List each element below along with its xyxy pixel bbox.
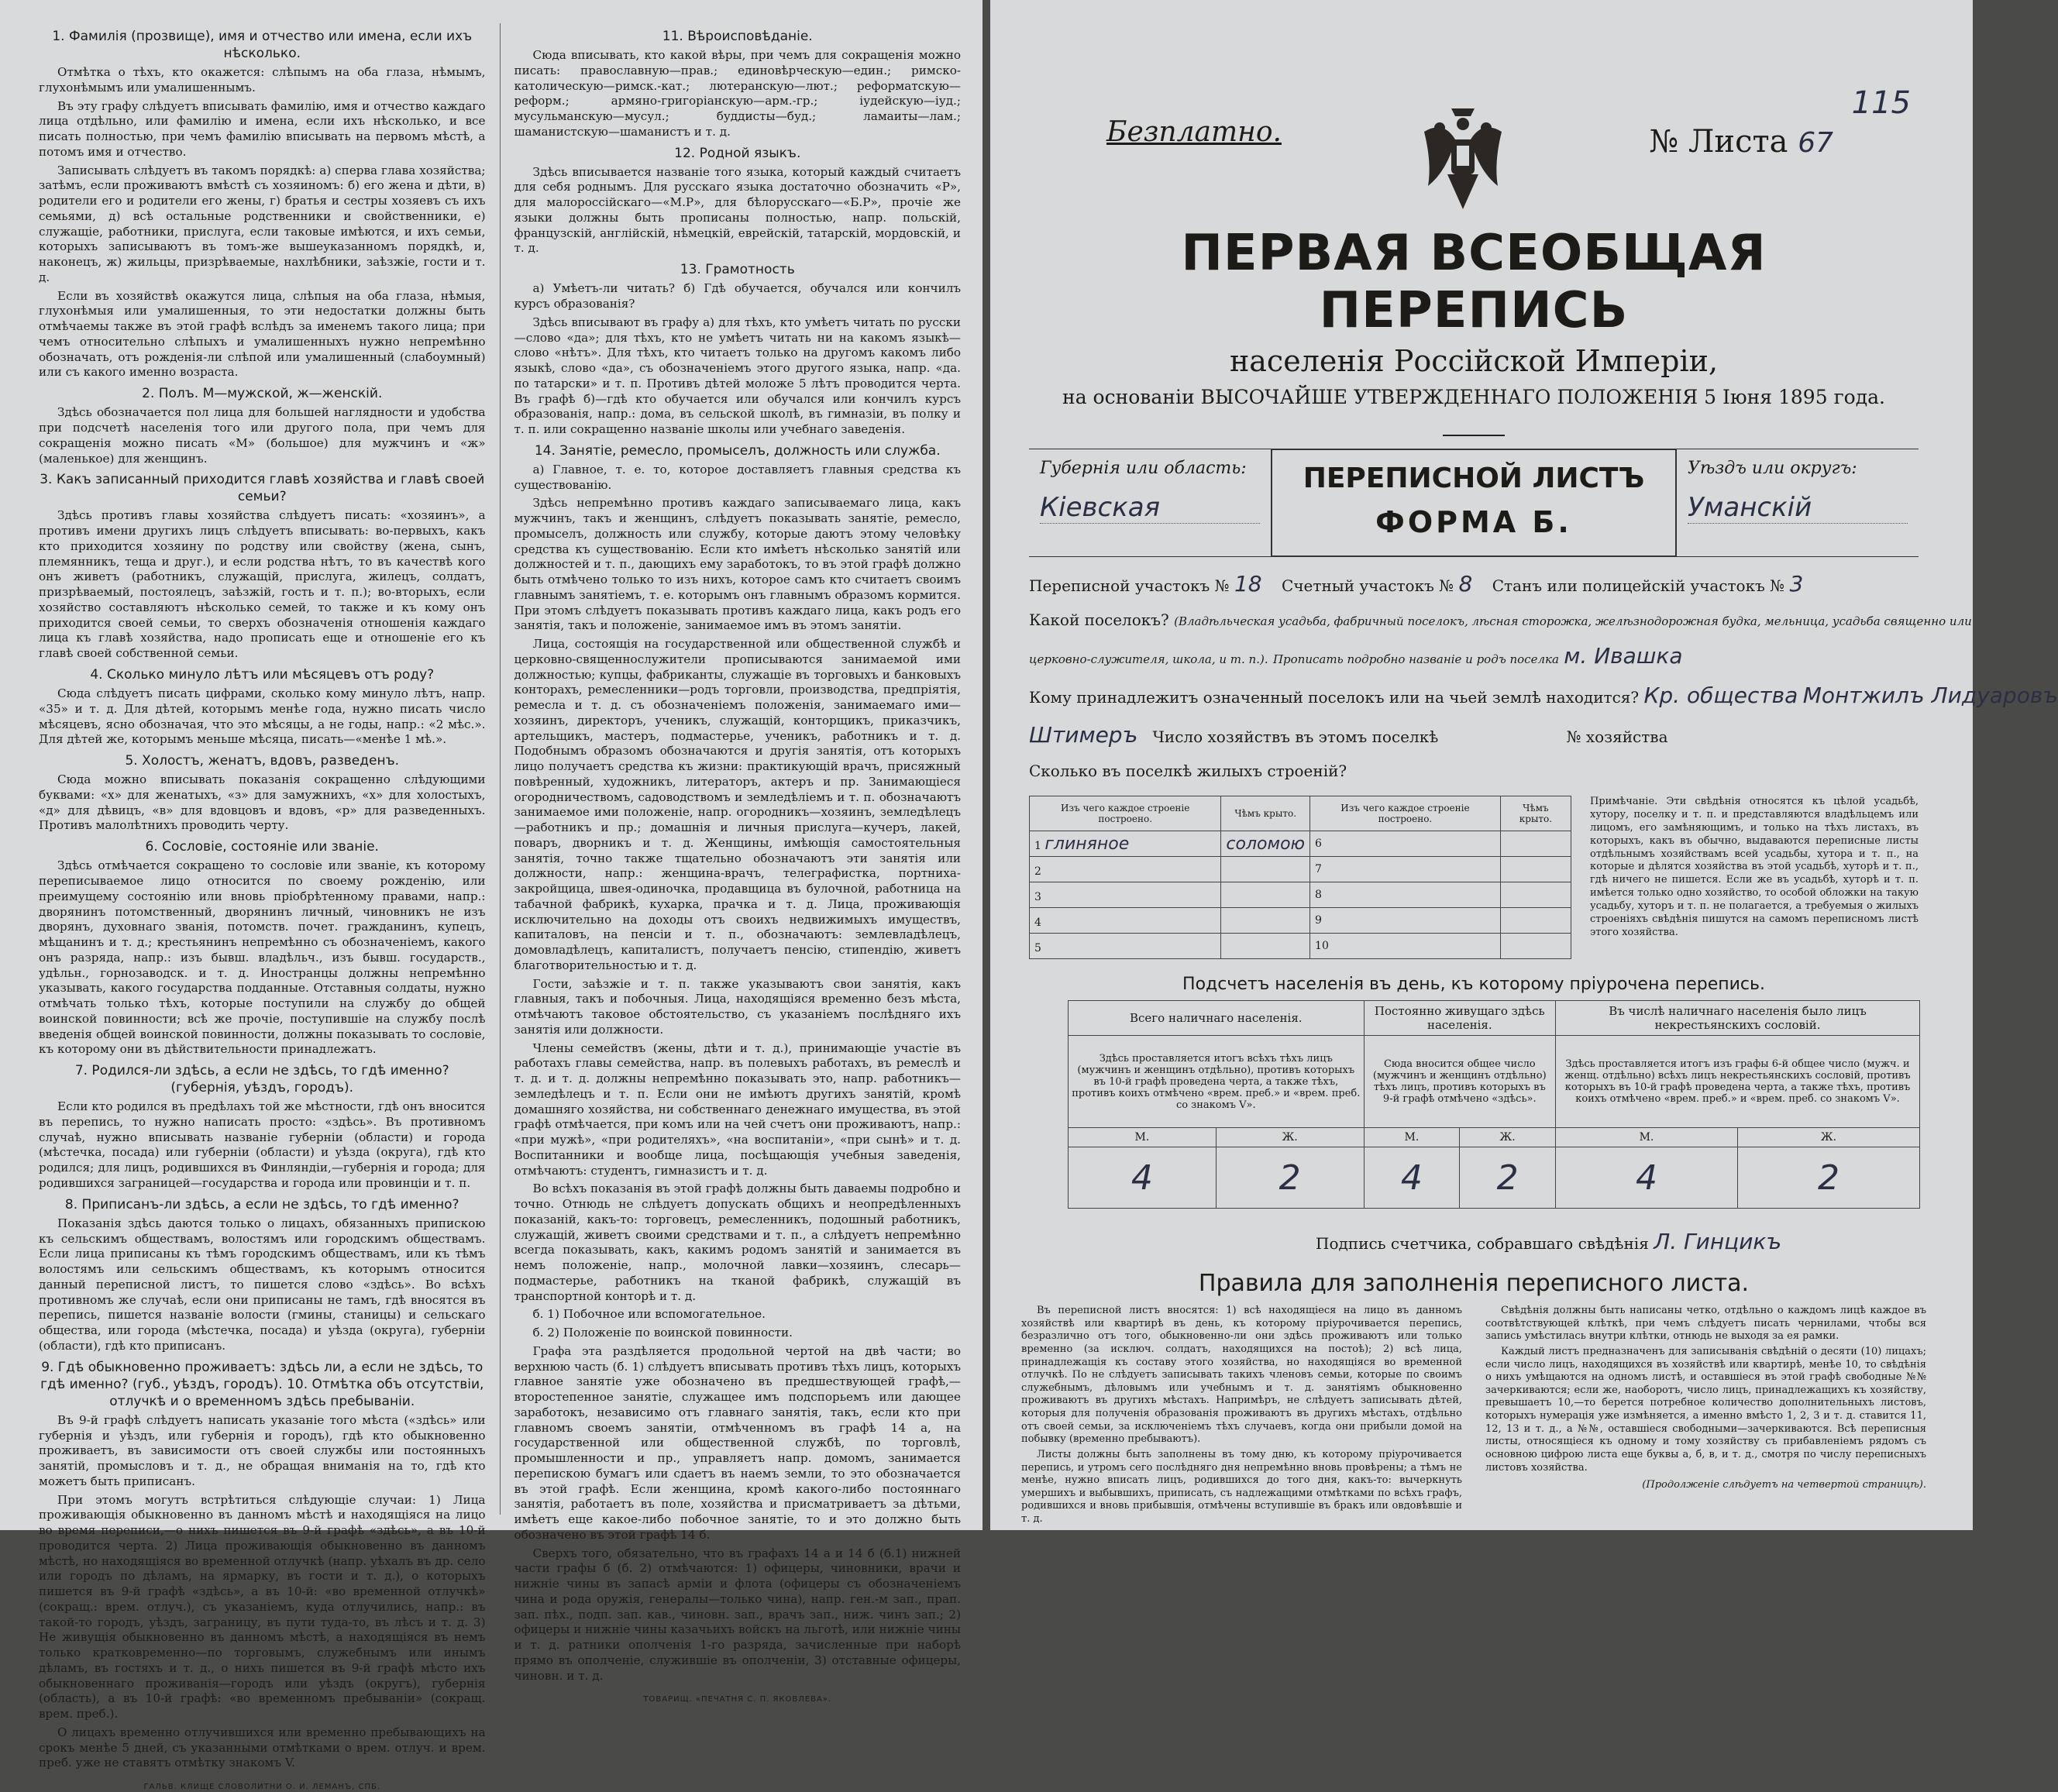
- settlement-hint: (Владѣльческая усадьба, фабричный поселокъ, лѣсная сторожка, желѣзнодорожная будка, мельница, усадьба священно или: [1174, 614, 1972, 628]
- pop-zh-header: Ж.: [1216, 1128, 1364, 1147]
- rules-column-1: [1021, 1305, 1462, 1529]
- households-line: [1029, 722, 1919, 748]
- section-heading: 14. Занятіе, ремесло, промыселъ, должность или служба.: [534, 442, 941, 459]
- instruction-paragraph: При этомъ могутъ встрѣтиться слѣдующіе случаи: 1) Лица проживающія обыкновенно въ данномъ мѣстѣ и находящіяся на лицо во время переписи,—о нихъ пишется въ 9-й графѣ «здѣсь», а въ 10-й проводится черта. 2) Лица проживающія обыкновенно въ данномъ мѣстѣ, но находящіяся во временной отлучкѣ (напр. уѣхалъ въ др. село или городъ по дѣламъ, на ярмарку, въ гости и т. д.), о которыхъ пишется въ 9-й графѣ «здѣсь», а въ 10-й: «во временной отлучкѣ» (сокращ.: врем. отлуч.), съ указаніемъ, куда отлучились, напр.: въ такой-то городъ, уѣздъ, заграницу, въ пути туда-то, въ лѣсъ и т. д. 3) Не живущія обыкновенно въ данномъ мѣстѣ, а находящіяся въ немъ только кратковременно—по торговымъ, служебнымъ или инымъ дѣламъ, въ гостяхъ и т. д., о нихъ пишется въ 9-й графѣ мѣсто ихъ обыкновеннаго проживанія—городъ или уѣздъ (округъ), губернія (область), а въ 10-й графѣ: «во временномъ пребываніи» (сокращ. врем. преб.).: [39, 1492, 486, 1721]
- instructions-column-1: [39, 23, 486, 1792]
- district-line: [1029, 571, 1919, 597]
- census-title: ПЕРВАЯ ВСЕОБЩАЯ ПЕРЕПИСЬ: [1181, 225, 1767, 339]
- rules-continued-note: (Продолженіе слѣдуетъ на четвертой страницѣ).: [1642, 1479, 1926, 1491]
- building-number: 4: [1034, 916, 1041, 929]
- form-type-box: [1271, 449, 1677, 557]
- instruction-paragraph: а) Главное, т. е. то, которое доставляетъ главныя средства къ существованію.: [514, 462, 961, 492]
- settlement-label: Какой поселокъ?: [1029, 611, 1169, 629]
- section-heading: 5. Холостъ, женатъ, вдовъ, разведенъ.: [125, 753, 399, 769]
- building-number: 10: [1310, 934, 1501, 959]
- owner-value-3: Штимеръ: [1029, 722, 1138, 748]
- instruction-paragraph: Здѣсь отмѣчается сокращено то сословіе или званіе, къ которому переписываемое лицо относится по своему рожденію, или преимущему состоянію или вновь пріобрѣтенному правами, напр.: дворянинъ потомственный, дворянинъ личный, чиновникъ не изъ дворянъ, духовнаго званія, потомств. почет. гражданинъ, купецъ, мѣщанинъ и т. д.; крестьянинъ непремѣнно съ обозначеніемъ, какого онъ разряда, напр.: изъ бывш. владѣльч., изъ бывш. государств., удѣльн., горнозаводск. и т. д. Иностранцы должны непремѣнно указывать, какого государства подданные. Отставныя солдаты, нужно отмѣчать только тѣхъ, которые поступили на службу до общей воинской повинности; всѣ же прочіе, поступившіе на службу послѣ введенія общей воинской повинности, должны показывать то сословіе, къ которому они въ дѣйствительности принадлежатъ.: [39, 858, 486, 1057]
- building-number: 7: [1310, 857, 1501, 882]
- settlement-name-value: м. Ивашка: [1564, 643, 1683, 669]
- buildings-label: Сколько въ поселкѣ жилыхъ строеній?: [1029, 762, 1347, 780]
- instruction-paragraph: Сюда можно вписывать показанія сокращенно слѣдующими буквами: «х» для женатыхъ, «з» для замужнихъ, «х» для холостыхъ, «д» для дѣвицъ, «в» для вдовцовъ и вдовъ, «р» для разведенныхъ. Противъ малолѣтнихъ проводить черту.: [39, 772, 486, 833]
- building-material: глиняное: [1044, 834, 1130, 854]
- settlement-line-2: [1029, 643, 1919, 669]
- building-roof: [1221, 908, 1310, 934]
- buildings-table: [1029, 796, 1571, 959]
- building-row: [1030, 882, 1571, 908]
- building-material-cell: [1030, 857, 1221, 882]
- section-heading: 4. Сколько минуло лѣтъ или мѣсяцевъ отъ роду?: [90, 666, 435, 683]
- signature-label: Подпись счетчика, собравшаго свѣдѣнія: [1316, 1234, 1649, 1253]
- building-roof: [1221, 857, 1310, 882]
- instruction-paragraph: Здѣсь обозначается пол лица для большей наглядности и удобства при подсчетѣ населенія того или другого пола, при чемъ для сокращенія можно писать «М» (большое) для мужчинъ и «ж» (маленькое) для женщинъ.: [39, 405, 486, 466]
- section-heading: 12. Родной языкъ.: [674, 145, 801, 161]
- instruction-paragraph: О лицахъ временно отлучившихся или временно пребывающихъ на срокъ менѣе 5 дней, съ указанными отмѣтками о врем. отлуч. и врем. преб. уже не ставятъ отмѣтку знакомъ V.: [39, 1725, 486, 1770]
- census-district-value: 18: [1234, 571, 1262, 597]
- gubernia-label: Губернія или область:: [1040, 459, 1247, 478]
- section-heading: 13. Грамотность: [680, 262, 795, 278]
- instruction-paragraph: Записывать слѣдуетъ въ такомъ порядкѣ: а) сперва глава хозяйства; затѣмъ, если проживаютъ вмѣстѣ съ хозяиномъ: б) его жена и дѣти, в) родители его и родители его жены, г) братья и сестры хозяевъ съ ихъ семьями, д) всѣ остальные родственники и свойственники, е) служащіе, работники, прислуга, если таковые имѣются, и ихъ семьи, которыхъ записываютъ въ томъ-же вышеуказанномъ порядкѣ, и, наконецъ, ж) жильцы, призрѣваемые, нахлѣбники, заѣзжіе, гости и т. д.: [39, 163, 486, 284]
- pop-header-present: Всего наличнаго населенія.: [1069, 1001, 1365, 1036]
- instruction-paragraph: Здѣсь противъ главы хозяйства слѣдуетъ писать: «хозяинъ», а противъ имени другихъ лицъ слѣдуетъ вписывать: во-первыхъ, какъ кто приходится хозяину по родству или свойству (жена, сынъ, племянникъ, теща и друг.), и если родства нѣтъ, то въ качествѣ кого онъ живетъ (работникъ, служащій, прислуга, жилецъ, солдатъ, призрѣваемый, постоялецъ, заѣзжій, гость и т. п.); во-вторыхъ, если хозяйство составляютъ нѣсколько семей, то также и къ кому онъ приходится своей семьи, то сверхъ обозначенія отношенія каждаго лица къ главѣ хозяйства, надо прописать еще и отношеніе его къ главѣ своей собственной семьи.: [39, 508, 486, 661]
- settlement-name-hint: Прописать подробно названіе и родъ поселка: [1272, 652, 1559, 666]
- instruction-paragraph: Отмѣтка о тѣхъ, кто окажется: слѣпымъ на оба глаза, нѣмымъ, глухонѣмымъ или умалишеннымъ.: [39, 65, 486, 95]
- owner-line: [1029, 683, 2058, 708]
- building-roof-cell: [1500, 857, 1571, 882]
- building-roof-cell: [1500, 831, 1571, 857]
- police-district-value: 3: [1789, 571, 1804, 597]
- pop-header-resident: Постоянно живущаго здѣсь населенія.: [1364, 1001, 1555, 1036]
- instructions-column-2: [514, 23, 962, 1704]
- building-roof-cell: [1500, 908, 1571, 934]
- building-number: 2: [1034, 865, 1041, 878]
- buildings-line: [1029, 762, 1919, 780]
- pop-present-male: 4: [1069, 1147, 1217, 1209]
- building-number: 5: [1034, 941, 1041, 954]
- pop-zh-header: Ж.: [1460, 1128, 1556, 1147]
- rule-paragraph: Листы должны быть заполнены въ тому дню, къ которому пріурочивается перепись, и утромъ сего послѣдняго дня непремѣнно вновь провѣрены; а тѣмъ не менѣе, нужно вписать лицъ, родившихся до того дня, какъ-то: вычеркнуть умершихъ и выбывшихъ, приписать, съ надлежащими отмѣтками по всѣхъ графъ, родившихся и вновь прибывшія, отмѣчены вступившіе въ бракъ или овдовѣвшіе и т. д.: [1021, 1448, 1462, 1525]
- pop-nonpeasant-male: 4: [1556, 1147, 1738, 1209]
- building-roof: [1221, 934, 1310, 959]
- census-subtitle: населенія Россійской Имперіи,: [1229, 344, 1719, 378]
- printer-imprint: ТОВАРИЩ. «ПЕЧАТНЯ С. П. ЯКОВЛЕВА».: [643, 1695, 832, 1704]
- title-divider: [1443, 435, 1505, 436]
- instruction-paragraph: Графа эта раздѣляется продольной чертой на двѣ части; во верхнюю часть (б. 1) слѣдуетъ вписывать противъ тѣхъ лицъ, которыхъ главное занятіе уже обозначено въ предшествующей графѣ,—второстепенное занятіе, служащее имъ подспорьемъ или дающее заработокъ, независимо отъ главнаго занятія, такъ, если кто при главномъ своемъ занятіи, отмѣченномъ въ графѣ 14 а, на государственной или общественной службѣ, по торговлѣ, промышленности и пр., управляетъ напр. домомъ, занимается перепискою бумагъ или сдаетъ въ наемъ земли, то это обозначается въ этой графѣ. Если женщина, кромѣ какого-либо постояннаго занятія, работаетъ въ поле, хозяйства и присматриваетъ за дѣтьми, имѣетъ еще какое-либо побочное занятіе, то и это должно быть обозначено въ этой графѣ 14 б.: [514, 1343, 961, 1542]
- rule-paragraph: Каждый листъ предназначенъ для записыванія свѣдѣній о десяти (10) лицахъ; если число лицъ, находящихся въ хозяйствѣ или квартирѣ, менѣе 10, то свѣдѣнія о нихъ умѣщаются на одномъ листѣ, и оставшіеся въ этой графѣ свободные №№ зачеркиваются; если же, наоборотъ, число лицъ, принадлежащихъ къ хозяйству, превышаетъ 10,—то берется потребное количество дополнительныхъ листовъ, которыхъ нумерація уже измѣняется, а именно вмѣсто 1, 2, 3 и т. д. ставится 11, 12, 13 и т. д., а №№, оставшіеся свободными—зачеркиваются. Всѣ переписныя листы, относящіеся къ одному и тому хозяйству съ прибавленіемъ рядомъ съ основною цифрою листа еще буквы а, б, в, и т. д., смотря по числу переписныхъ листовъ хозяйства.: [1485, 1345, 1926, 1474]
- building-material-cell: [1030, 831, 1221, 857]
- buildings-section: [1029, 796, 1919, 959]
- instruction-paragraph: Здѣсь непремѣнно противъ каждаго записываемаго лица, какъ мужчинъ, такъ и женщинъ, слѣдуетъ показывать занятіе, ремесло, промыселъ, должность или службу, которые даютъ этому человѣку средства къ существованію. Если кто имѣетъ нѣсколько занятій или должностей и т. п., дающихъ ему заработокъ, то въ этой графѣ должно быть отмѣчено только то изъ нихъ, которое самъ кто считаетъ своимъ главнымъ занятіемъ, т. е. которымъ онъ главнымъ образомъ кормится. При этомъ слѣдуетъ показывать противъ каждаго лица, какъ родъ его занятія, такъ и положеніе, занимаемое имъ въ этомъ занятіи.: [514, 496, 961, 633]
- building-number: 6: [1310, 831, 1501, 857]
- instruction-paragraph: Въ 9-й графѣ слѣдуетъ написать указаніе того мѣста («здѣсь» или губернія и уѣздъ, или губернія и городъ), гдѣ кто обыкновенно проживаетъ, въ зависимости отъ своей службы или постоянныхъ занятій, промысловъ и т. д., не обращая вниманія на то, гдѣ кто можетъ быть приписанъ.: [39, 1412, 486, 1488]
- bldg-material-header: Изъ чего каждое строеніе построено.: [1030, 796, 1221, 831]
- enumerator-signature: Л. Гинцикъ: [1654, 1229, 1782, 1254]
- section-heading: 6. Сословіе, состояніе или званіе.: [145, 839, 379, 855]
- owner-value-2: Монтжилъ Лидуаровъ: [1802, 683, 2058, 708]
- counting-district-label: Счетный участокъ №: [1282, 576, 1454, 595]
- section-heading: 11. Вѣроисповѣданіе.: [662, 29, 813, 44]
- header-row: [1021, 54, 1926, 225]
- building-row: [1030, 857, 1571, 882]
- bldg-roof-header-2: Чѣмъ крыто.: [1500, 796, 1571, 831]
- building-number: 8: [1310, 882, 1501, 908]
- building-roof-cell: [1500, 882, 1571, 908]
- owner-value: Кр. общества: [1643, 683, 1798, 708]
- sheet-number-label: № Листа: [1649, 124, 1788, 160]
- instruction-paragraph: Сюда слѣдуетъ писать цифрами, сколько кому минуло лѣтъ, напр. «35» и т. д. Для дѣтей, которымъ менѣе года, нужно писать число мѣсяцевъ, ясно обозначая, что это мѣсяцы, а не годы, напр.: «2 мѣс.». Для дѣтей же, которымъ меньше мѣсяца, писать—«менѣе 1 мѣ.».: [39, 686, 486, 747]
- building-roof-cell: [1500, 934, 1571, 959]
- building-number: 9: [1310, 908, 1501, 934]
- pop-desc-nonpeasant: Здѣсь проставляется итогъ изъ графы 6-й общее число (мужч. и женщ. отдѣльно) всѣхъ лицъ некрестьянскихъ сословій, противъ которыхъ въ 10-й графѣ проведена черта, а также тѣхъ, противъ коихъ отмѣчено «врем. преб.» и «врем. преб. со знакомъ V».: [1556, 1036, 1920, 1128]
- instruction-paragraph: Сюда вписывать, кто какой вѣры, при чемъ для сокращенія можно писать: православную—прав.; единовѣрческую—един.; римско-католическую—римск.-кат.; лютеранскую—лют.; реформатскую—реформ.; армяно-григоріанскую—арм.-гр.; іудейскую—іуд.; мусульманскую—мусул.; буддисты—буд.; ламаиты—лам.; шаманистскую—шаманистъ и т. д.: [514, 48, 961, 139]
- building-material-cell: [1030, 908, 1221, 934]
- building-row: [1030, 831, 1571, 857]
- pop-header-nonpeasant: Въ числѣ наличнаго населенія было лицъ некрестьянскихъ сословій.: [1556, 1001, 1920, 1036]
- section-heading: 9. Гдѣ обыкновенно проживаетъ: здѣсь ли, а если не здѣсь, то гдѣ именно? (губ., уѣздъ, городъ). 10. Отмѣтка объ отсутствіи, отлучкѣ и о временномъ здѣсь пребываніи.: [40, 1359, 484, 1409]
- margin-handwritten-number: 115: [1851, 85, 1911, 121]
- building-roof: соломою: [1221, 831, 1310, 857]
- enumerator-signature-line: [1316, 1229, 1926, 1254]
- instruction-paragraph: Члены семействъ (жены, дѣти и т. д.), принимающіе участіе въ работахъ главы семейства, напр. въ полевыхъ работахъ, въ ремеслѣ и т. д. и т. д. должны непремѣнно показывать это, напр. работникъ—земледѣлецъ и т. п. Если они не имѣютъ другихъ занятій, кромѣ домашняго хозяйства, ни собственнаго денежнаго имущества, въ этой графѣ отмѣчается, при комъ или на чей счетъ они проживаютъ, напр.: «при мужѣ», «при родителяхъ», «на воспитаніи», «при сынѣ» и т. д. Воспитанники и вообще лица, посѣщающія учебныя заведенія, отмѣчаютъ: студентъ, гимназистъ и т. д.: [514, 1040, 961, 1178]
- pop-zh-header: Ж.: [1737, 1128, 1919, 1147]
- household-number-label: № хозяйства: [1566, 727, 1668, 746]
- instruction-paragraph: Лица, состоящія на государственной или общественной службѣ и церковно-священнослужители прописываются занимаемой ими должностью; купцы, фабриканты, служащіе въ торговыхъ и банковыхъ конторахъ, ремесленники—родъ торговли, производства, предпріятія, ремесла и т. д. съ обозначеніемъ положенія, занимаемаго ими—хозяинъ, директоръ, ученикъ, служащій, конторщикъ, приказчикъ, артельщикъ, мастеръ, подмастерье, ученикъ, работникъ и т. д. Подобнымъ образомъ обозначаются и другія занятія, отъ которыхъ лицо получаетъ средства къ жизни: практикующій врачъ, присяжный повѣренный, художникъ, литераторъ, актеръ и пр. Занимающіеся огородничествомъ, садоводствомъ и земледѣліемъ и т. п. обозначаютъ занимаемое ими положеніе, напр. огородникъ—хозяинъ, земледѣлецъ—работникъ и пр.; домашнія и личныя прислуга—кучеръ, лакей, поваръ, дворникъ и т. д. Женщины, имѣющія самостоятельныя занятія, точно также тщательно обозначаютъ эти занятія или должности, напр.: женщина-врачъ, телеграфистка, портниха-закройщица, швея-одиночка, продавщица въ булочной, работница на табачной фабрикѣ, кухарка, прачка и т. д. Лица, проживающія исключительно на доходы отъ своихъ недвижимыхъ имуществъ, капиталовъ, на пенсіи и т. п., обозначаютъ: землевладѣлецъ, домовладѣлецъ, капиталистъ, получаетъ пенсію, стипендію, живетъ благотворительностью и т. д.: [514, 637, 961, 972]
- rules-section: [1021, 1305, 1926, 1529]
- form-header: [1029, 449, 1919, 557]
- section-heading: 3. Какъ записанный приходится главѣ хозяйства и главѣ своей семьи?: [40, 472, 485, 505]
- police-district-label: Станъ или полицейскій участокъ №: [1492, 576, 1785, 595]
- building-material-cell: [1030, 934, 1221, 959]
- instruction-paragraph: Гости, заѣзжіе и т. п. также указываютъ свои занятія, какъ главныя, такъ и побочныя. Лица, находящіяся временно безъ мѣста, отмѣчаютъ таковое обстоятельство, съ указаніемъ послѣдняго ихъ занятія или должности.: [514, 976, 961, 1037]
- rules-column-2: [1485, 1305, 1926, 1529]
- uezd-value: Уманскій: [1688, 492, 1908, 524]
- population-table: [1068, 1000, 1920, 1209]
- form-name: ПЕРЕПИСНОЙ ЛИСТЪ: [1303, 463, 1645, 494]
- population-count-title: Подсчетъ населенія въ день, къ которому пріурочена перепись.: [1182, 975, 1765, 994]
- uezd-label: Уѣздъ или округъ:: [1688, 459, 1857, 478]
- settlement-line: [1029, 611, 1972, 629]
- building-row: [1030, 908, 1571, 934]
- instruction-paragraph: Если кто родился въ предѣлахъ той же мѣстности, гдѣ онъ вносится въ перепись, то нужно написать просто: «здѣсь». Въ противномъ случаѣ, нужно вписывать названіе губерніи (области) и города (мѣстечка, посада) или губерніи (области) и уѣзда (округа), гдѣ кто родился; для лицъ, родившихся въ Финляндіи,—губернія и города; для родившихся заграницей—государства и города или провинціи и т. п.: [39, 1099, 486, 1190]
- bldg-material-header-2: Изъ чего каждое строеніе построено.: [1310, 796, 1501, 831]
- sheet-number-handwritten: 67: [1798, 127, 1833, 159]
- printer-imprint: ГАЛЬВ. КЛИЩЕ СЛОВОЛИТНИ О. И. ЛЕМАНЪ, СПБ.: [143, 1783, 381, 1792]
- section-heading: 8. Приписанъ-ли здѣсь, а если не здѣсь, то гдѣ именно?: [64, 1196, 459, 1212]
- instruction-paragraph: б. 2) Положеніе по воинской повинности.: [532, 1326, 793, 1340]
- building-number: 3: [1034, 890, 1041, 903]
- pop-present-female: 2: [1216, 1147, 1364, 1209]
- gubernia-value: Кіевская: [1040, 492, 1260, 524]
- census-district-label: Переписной участокъ №: [1029, 576, 1230, 595]
- instruction-paragraph: Если въ хозяйствѣ окажутся лица, слѣпыя на оба глаза, нѣмыя, глухонѣмыя или умалишенныя, то эти недостатки должны быть отмѣчаемы также въ этой графѣ вслѣдъ за именемъ такого лица; при чемъ относительно слѣпыхъ и умалишенныхъ нужно непремѣнно обозначать, отъ рожденія-ли слѣпой или умалишенный (слабоумный) или съ какого именно возраста.: [39, 288, 486, 380]
- sheet-number: [1649, 124, 1833, 160]
- instruction-paragraph: Показанія здѣсь даются только о лицахъ, обязанныхъ припискою къ сельскимъ обществамъ, волостямъ или городскимъ обществамъ. Если лица приписаны къ тѣмъ городскимъ обществамъ, или къ тѣмъ волостямъ или сельскимъ обществамъ, къ которымъ относится данный переписной листъ, то пишется слово «здѣсь». Во всѣхъ противномъ же случаѣ, если они приписаны не тамъ, гдѣ вносятся въ перепись, пишется названіе волости (гмины, станицы) и сельскаго общества, или города (мѣстечка, посада) и уѣзда (округа), губерніи (области), гдѣ кто приписанъ.: [39, 1216, 486, 1353]
- pop-resident-female: 2: [1460, 1147, 1556, 1209]
- building-material-cell: [1030, 882, 1221, 908]
- pop-m-header: М.: [1556, 1128, 1738, 1147]
- instruction-paragraph: б. 1) Побочное или вспомогательное.: [532, 1307, 766, 1322]
- instruction-paragraph: Здѣсь вписывают въ графу а) для тѣхъ, кто умѣетъ читать по русски—слово «да»; для тѣхъ, кто не умѣетъ читать ни на какомъ языкѣ—слово «нѣтъ». Для тѣхъ, кто читаетъ только на другомъ какомъ либо языкѣ, слово «да», съ обозначеніемъ этого другого языка, напр. «да. по татарски» и т. п. Противъ дѣтей моложе 5 лѣтъ проводится черта. Въ графѣ б)—гдѣ кто обучается или обучался или кончилъ курсъ образованія, напр.: дома, въ сельской школѣ, въ гимназіи, въ полку и т. п. или сокращенно названіе школы или учебнаго заведенія.: [514, 315, 961, 437]
- right-page: [990, 0, 2058, 1530]
- pop-nonpeasant-female: 2: [1737, 1147, 1919, 1209]
- instruction-paragraph: Во всѣхъ показанія въ этой графѣ должны быть даваемы подробно и точно. Отнюдь не слѣдуетъ допускать общихъ и неопредѣленныхъ показаній, какъ-то: торговецъ, ремесленникъ, подошный работникъ, служащій, живетъ своими средствами и т. п., а слѣдуетъ непремѣнно всегда показывать, какъ, какимъ родомъ занятій и занимается въ немъ положеніе, напр., молочной лавки—хозяинъ, слесарь—подмастерье, работникъ на тканой фабрикѣ, служащій въ транспортной конторѣ и т. д.: [514, 1181, 961, 1303]
- bldg-roof-header: Чѣмъ крыто.: [1221, 796, 1310, 831]
- instruction-paragraph: Въ эту графу слѣдуетъ вписывать фамилію, имя и отчество каждаго лица отдѣльно, или фамилію и имена, если ихъ нѣсколько, и все писать полностью, при чемъ фамилію вписывать на первомъ мѣстѣ, а потомъ имя и отчество.: [39, 98, 486, 159]
- left-page: [0, 0, 983, 1792]
- uezd-field: [1677, 449, 1919, 557]
- form-code: ФОРМА Б.: [1375, 505, 1572, 539]
- instruction-paragraph: а) Умѣетъ-ли читать? б) Гдѣ обучается, обучался или кончилъ курсъ образованія?: [514, 281, 961, 311]
- settlement-hint-2: церковно-служителя, школа, и т. п.).: [1029, 652, 1268, 666]
- instruction-paragraph: Здѣсь вписывается названіе того языка, который каждый считаетъ для себя роднымъ. Для русскаго языка достаточно обозначить «Р», для малороссійскаго—«М.Р», для бѣлорусскаго—«Б.Р», прочіе же языки должны быть прописаны полностью, напр. польскій, французскій, англійскій, нѣмецкій, еврейскій, татарскій, мордовскій, и т. д.: [514, 164, 961, 256]
- rule-paragraph: Въ переписной листъ вносятся: 1) всѣ находящіеся на лицо въ данномъ хозяйствѣ или квартирѣ въ день, къ которому пріурочивается перепись, безразлично отъ того, обыкновенно-ли они здѣсь проживаютъ или только временно (за исключ. солдатъ, находящихся на постоѣ); 2) всѣ лица, принадлежащія къ составу этого хозяйства, но находящіяся во временной отлучкѣ. По не слѣдуетъ записывать такихъ членовъ семьи, которые по своимъ служебнымъ, дѣловымъ или учебнымъ и т. д. занятіямъ обыкновенно проживаютъ въ другихъ мѣстахъ. Напримѣръ, не слѣдуетъ записывать дѣтей, которыя для полученія образованія проживаютъ въ другихъ мѣстахъ, отдѣльно отъ своей семьи, за исключеніемъ тѣхъ случаевъ, когда они прибыли домой на побывку (временно пребываютъ).: [1021, 1305, 1462, 1446]
- building-row: [1030, 934, 1571, 959]
- owner-label: Кому принадлежитъ означенный поселокъ или на чьей землѣ находится?: [1029, 688, 1640, 707]
- section-heading: 2. Полъ. М—мужской, ж—женскій.: [142, 386, 383, 402]
- gubernia-field: [1029, 449, 1271, 557]
- instruction-paragraph: Сверхъ того, обязательно, что въ графахъ 14 а и 14 б (б.1) нижней части графы б (б. 2) отмѣчаются: 1) офицеры, чиновники, врачи и нижніе чины въ запасѣ арміи и флота (офицеры съ обозначеніемъ чина и рода оружія, генералы—только чина), напр. ген.-м зап., прап. зап. пѣх., подп. зап. кав., чиновн. зап., врачъ зап., ниж. чинъ зап.; 2) офицеры и нижніе чины казачьихъ войскъ на льготѣ, или нижніе чины и т. д. ратники ополченія 1-го разряда, зачисленные при наборѣ прямо въ ополченіе, служившіе въ ополченіи, 3) отставные офицеры, чиновн. и т. д.: [514, 1546, 961, 1683]
- household-count-label: Число хозяйствъ въ этомъ поселкѣ: [1152, 727, 1439, 746]
- pop-desc-present: Здѣсь проставляется итогъ всѣхъ тѣхъ лицъ (мужчинъ и женщинъ отдѣльно), противъ которыхъ въ 10-й графѣ проведена черта, а также тѣхъ, противъ коихъ отмѣчено «врем. преб.» и «врем. преб. со знакомъ V».: [1069, 1036, 1365, 1128]
- section-heading: 7. Родился-ли здѣсь, а если не здѣсь, то гдѣ именно? (губернія, уѣздъ, городъ).: [74, 1063, 449, 1096]
- census-decree-line: на основаніи ВЫСОЧАЙШЕ УТВЕРЖДЕННАГО ПОЛОЖЕНІЯ 5 Іюня 1895 года.: [1062, 386, 1885, 408]
- double-headed-eagle-emblem: [1409, 101, 1517, 217]
- free-label: Безплатно.: [1106, 116, 1282, 148]
- counting-district-value: 8: [1458, 571, 1473, 597]
- buildings-note: Примѣчаніе. Эти свѣдѣнія относятся къ цѣлой усадьбѣ, хутору, поселку и т. п. и представляются владѣльцемъ или лицомъ, его замѣняющимъ, и только на тѣхъ листахъ, въ которыхъ, какъ въ обычно, выдаваются переписные листы отдѣльнымъ хозяйствамъ всей усадьбы, хутора и т. п., на которые и дѣлятся хозяйства въ этой усадьбѣ, хуторѣ и т. п., гдѣ ничего не пишется. Если же въ усадьбѣ, хуторѣ и т. п. имѣется только одно хозяйство, то особой обложки на такую усадьбу, хуторъ и т. п. не полагается, а требуемыя о жилыхъ строеніяхъ свѣдѣнія пишутся на самомъ переписномъ листѣ этого хозяйства.: [1590, 796, 1919, 938]
- building-number: 1: [1034, 839, 1041, 852]
- column-divider: [500, 23, 501, 1515]
- building-roof: [1221, 882, 1310, 908]
- pop-m-header: М.: [1069, 1128, 1217, 1147]
- rules-title: Правила для заполненія переписного листа.: [1198, 1270, 1750, 1297]
- pop-desc-resident: Сюда вносится общее число (мужчинъ и женщинъ отдѣльно) тѣхъ лицъ, противъ которыхъ въ 9-й графѣ отмѣчено «здѣсь».: [1364, 1036, 1555, 1128]
- rule-paragraph: Свѣдѣнія должны быть написаны четко, отдѣльно о каждомъ лицѣ каждое въ соотвѣтствующей клѣткѣ, при чемъ слѣдуетъ писать чернилами, чтобы вся запись умѣстилась внутри клѣтки, отнюдь не выходя за ея рамки.: [1485, 1305, 1926, 1343]
- pop-m-header: М.: [1364, 1128, 1460, 1147]
- pop-resident-male: 4: [1364, 1147, 1460, 1209]
- section-heading: 1. Фамилія (прозвище), имя и отчество или имена, если ихъ нѣсколько.: [52, 29, 473, 62]
